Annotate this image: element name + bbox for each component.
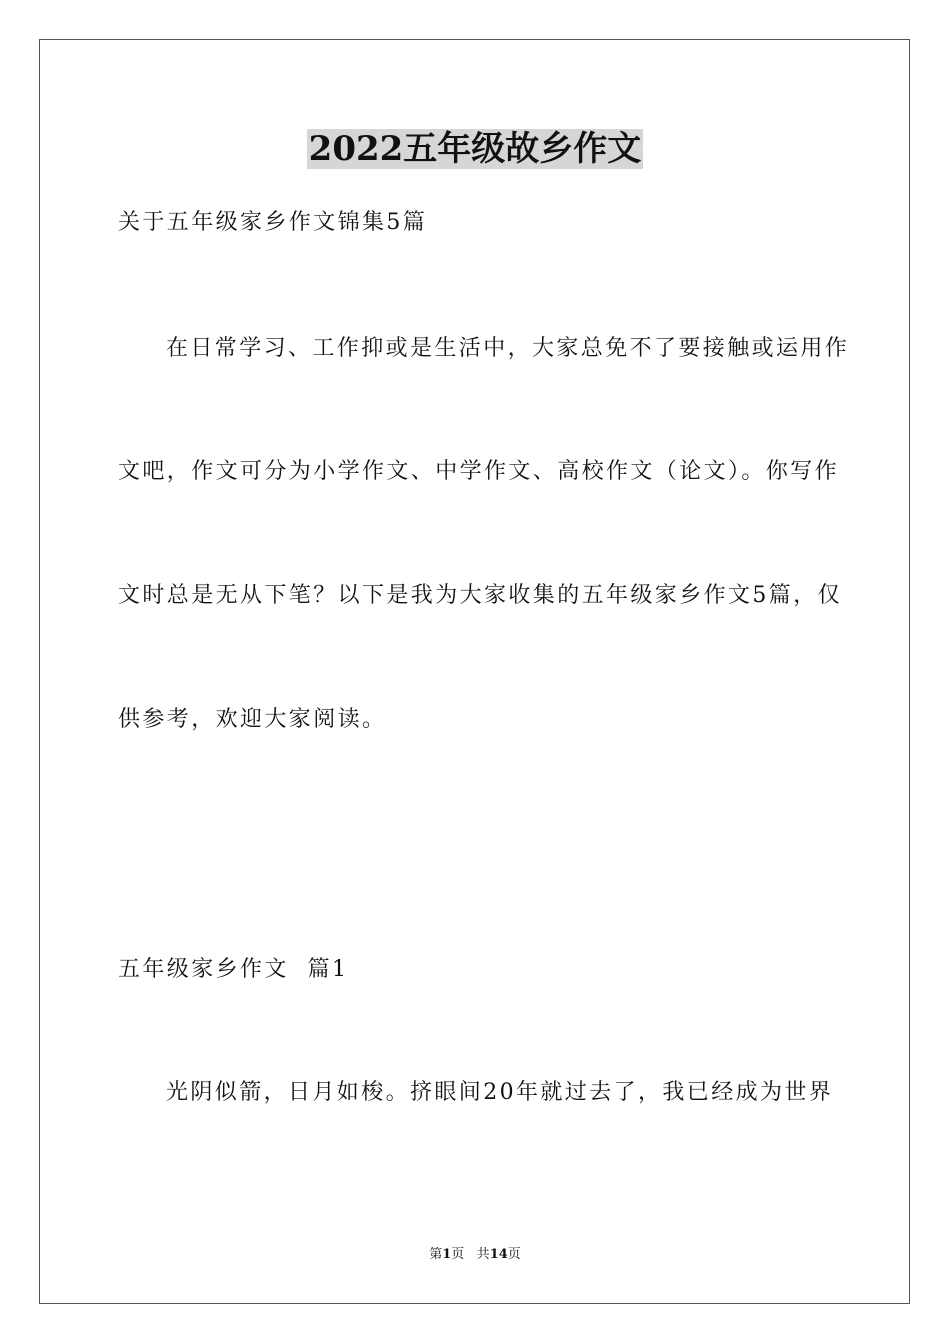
intro-paragraph-line: 文吧，作文可分为小学作文、中学作文、高校作文（论文）。你写作 <box>118 459 840 484</box>
body-paragraph-line: 光阴似箭，日月如梭。挤眼间20年就过去了，我已经成为世界 <box>166 1080 834 1105</box>
footer-page-suffix: 页 <box>451 1247 465 1262</box>
footer-total-pages: 14 <box>489 1247 508 1262</box>
footer-page-prefix: 第 <box>429 1247 443 1262</box>
intro-paragraph-line: 文时总是无从下笔？以下是我为大家收集的五年级家乡作文5篇，仅 <box>118 583 842 608</box>
document-subtitle: 关于五年级家乡作文锦集5篇 <box>118 210 428 235</box>
footer-page-number: 1 <box>442 1247 452 1262</box>
page-footer <box>0 1246 950 1264</box>
footer-total-prefix: 共 <box>476 1247 490 1262</box>
intro-paragraph-line: 供参考，欢迎大家阅读。 <box>118 707 387 732</box>
section-heading: 五年级家乡作文 篇1 <box>118 957 349 982</box>
intro-paragraph-line: 在日常学习、工作抑或是生活中，大家总免不了要接触或运用作 <box>166 336 850 361</box>
document-title-text: 2022五年级故乡作文 <box>308 129 642 169</box>
footer-total-suffix: 页 <box>507 1247 521 1262</box>
document-title <box>0 127 950 171</box>
